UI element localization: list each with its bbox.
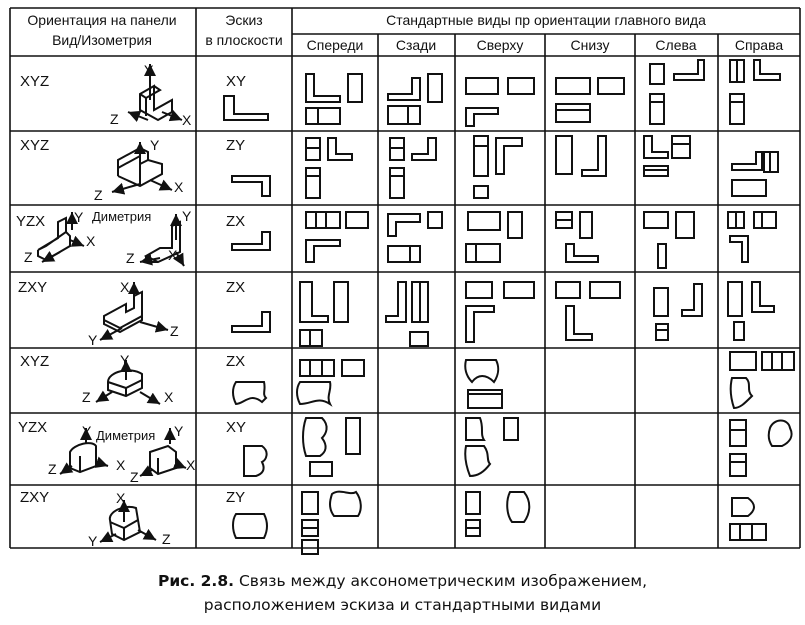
view-r1-bottom <box>556 78 624 122</box>
header-orientation-line1: Ориентация на панели <box>27 12 177 28</box>
view-r1-left <box>650 60 704 124</box>
view-r7-right <box>730 498 766 540</box>
row1-sketch <box>224 96 268 120</box>
row1-plane: XY <box>226 73 247 90</box>
header-view-back: Сзади <box>395 37 437 53</box>
row2-sketch <box>232 176 270 196</box>
header-sketch-line2: в плоскости <box>205 32 283 48</box>
row1-orientation: XYZ <box>20 73 50 90</box>
view-r5-top <box>465 360 502 408</box>
header-view-top: Сверху <box>476 37 524 53</box>
row6-axis-2: Y <box>174 423 184 439</box>
row3-sketch <box>232 232 270 250</box>
header-view-bottom: Снизу <box>570 37 610 53</box>
row4-axis-1: X <box>120 279 130 295</box>
view-r1-front-side <box>348 74 362 102</box>
row5-orientation: XYZ <box>20 353 50 370</box>
row5-axis-2: Z <box>82 389 91 405</box>
view-r2-left <box>644 136 690 176</box>
row7-axis-2: Y <box>88 533 98 549</box>
row1-axis-3: X <box>182 112 192 128</box>
view-r2-top <box>474 136 522 198</box>
row1-axis-1: Y <box>144 62 154 78</box>
row3-plane: ZX <box>226 213 246 230</box>
row1-views <box>306 60 780 126</box>
view-r3-front <box>306 212 368 262</box>
row3-views <box>306 212 776 268</box>
row4-views <box>300 282 774 346</box>
view-r7-front <box>302 492 361 554</box>
view-r4-top <box>466 282 534 342</box>
row4-isometric-icon <box>88 279 179 348</box>
view-r4-bottom <box>556 282 620 340</box>
figure-caption-label: Рис. 2.8. <box>157 572 234 590</box>
header-view-left: Слева <box>655 37 697 53</box>
row5-axis-3: X <box>164 389 174 405</box>
row7-plane: ZY <box>226 489 246 506</box>
row7-views <box>302 492 766 554</box>
view-r2-right <box>732 152 778 196</box>
view-r4-left <box>654 284 702 340</box>
row2-axis-1: Y <box>150 137 160 153</box>
view-r4-right <box>728 282 774 340</box>
view-r4-back <box>386 282 428 346</box>
view-r3-left <box>644 212 694 268</box>
row4-axis-3: Z <box>170 323 179 339</box>
row6-axis-4: X <box>116 457 126 473</box>
row2-axis-3: X <box>174 179 184 195</box>
view-r2-front <box>306 138 352 198</box>
row1-isometric-icon <box>110 62 192 128</box>
row5-axis-1: Y <box>120 352 130 368</box>
view-r3-back <box>388 212 442 262</box>
view-r2-bottom <box>556 136 606 176</box>
row4-orientation: ZXY <box>18 279 48 296</box>
row4-sketch <box>232 312 270 332</box>
row2-isometric-icon <box>94 137 184 203</box>
row3-axis-4: Y <box>182 208 192 224</box>
row6-axis-3: Z <box>48 461 57 477</box>
row6-plane: XY <box>226 419 247 436</box>
header-orientation-line2: Вид/Изометрия <box>52 32 152 48</box>
row2-orientation: XYZ <box>20 137 50 154</box>
view-r2-back <box>390 138 436 198</box>
row5-sketch <box>233 382 266 404</box>
row3-axis-2: Z <box>24 249 33 265</box>
row7-axis-3: Z <box>162 531 171 547</box>
row3-axis-6: X <box>168 247 178 263</box>
row6-axis-5: Z <box>130 469 139 485</box>
row5-isometric-icon <box>82 352 174 405</box>
row5-plane: ZX <box>226 353 246 370</box>
header-sketch-line1: Эскиз <box>225 12 263 28</box>
row3-axis-1: Y <box>74 209 84 225</box>
view-r6-right <box>730 420 792 476</box>
view-r1-back-side <box>428 74 442 102</box>
header-standard-views: Стандартные виды пр ориентации главного вида <box>386 12 706 28</box>
row6-orientation: YZX <box>18 419 48 436</box>
row2-views <box>306 136 778 198</box>
row3-dimetry-label: Диметрия <box>92 209 152 224</box>
row6-axis-1: Y <box>82 423 92 439</box>
row6-axis-6: X <box>186 457 196 473</box>
row4-plane: ZX <box>226 279 246 296</box>
header-view-front: Спереди <box>306 37 364 53</box>
row4-axis-2: Y <box>88 332 98 348</box>
view-r1-front <box>306 74 340 124</box>
view-r3-top <box>466 212 522 262</box>
row3-axis-5: Z <box>126 250 135 266</box>
view-r5-right <box>730 352 794 408</box>
row7-isometric-icon <box>88 490 171 549</box>
figure-caption-text1: Связь между аксонометрическим изображением, <box>238 572 648 590</box>
view-r6-top <box>465 418 518 476</box>
view-r3-right <box>728 212 776 262</box>
sketch-column <box>224 96 270 538</box>
row7-sketch <box>233 514 267 538</box>
row7-axis-1: X <box>116 490 126 506</box>
header-view-right: Справа <box>734 37 784 53</box>
view-r3-bottom <box>556 212 598 262</box>
view-r1-back <box>388 78 420 124</box>
row2-axis-2: Z <box>94 187 103 203</box>
view-r1-right <box>730 60 780 124</box>
figure-caption-line1 <box>0 572 805 590</box>
row2-plane: ZY <box>226 137 246 154</box>
view-r4-front <box>300 282 348 346</box>
row6-dimetry-label: Диметрия <box>96 428 156 443</box>
row3-axis-3: X <box>86 233 96 249</box>
view-r6-front <box>303 418 360 476</box>
figure-caption-line2: расположением эскиза и стандартными видами <box>203 596 602 614</box>
table-grid <box>10 8 800 548</box>
row6-sketch <box>244 446 267 476</box>
view-r7-top <box>466 492 529 536</box>
row7-orientation: ZXY <box>20 489 50 506</box>
row1-axis-2: Z <box>110 111 119 127</box>
view-r1-top <box>466 78 534 126</box>
row3-orientation: YZX <box>16 213 46 230</box>
view-r5-front <box>297 360 364 404</box>
